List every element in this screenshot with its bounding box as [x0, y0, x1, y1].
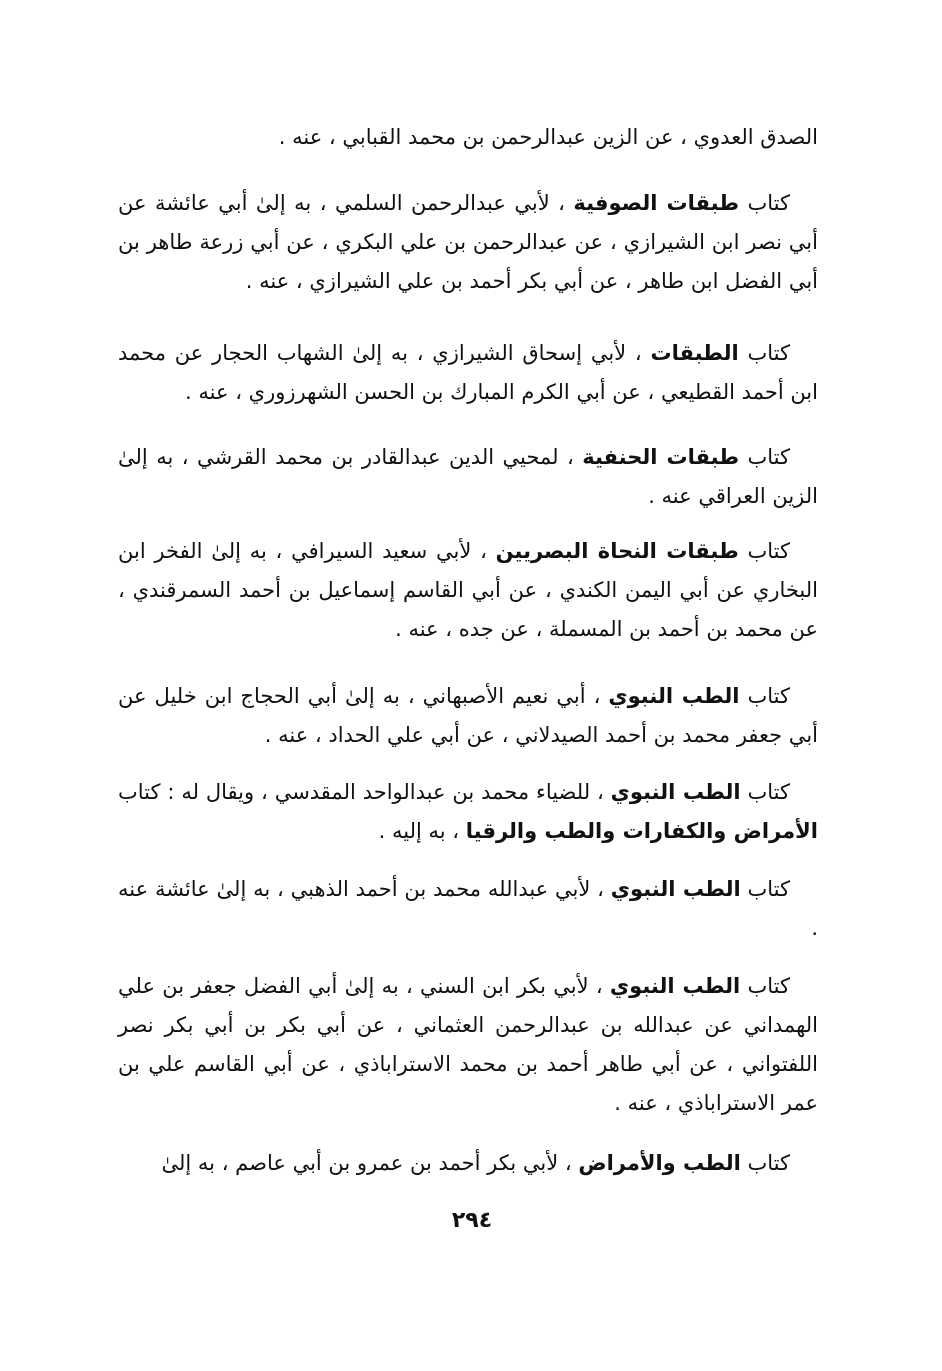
paragraph-text: ، لأبي عبدالرحمن السلمي ، به إلىٰ أبي عائشة عن أبي نصر ابن الشيرازي ، عن عبدالرحمن بن علي البكري ، عن أبي زرعة طاهر بن أبي الفضل ابن طاهر ، عن أبي بكر أحمد بن علي الشيرازي ، عنه .: [118, 191, 818, 293]
book-title: الطب النبوي: [608, 684, 740, 708]
paragraph-9: [118, 967, 818, 1123]
paragraph-3: [118, 334, 818, 412]
paragraph-10: [118, 1144, 818, 1183]
book-title: الطب النبوي: [609, 974, 741, 998]
paragraph-text: ، به إليه .: [378, 819, 466, 843]
paragraph-text: كتاب: [739, 445, 790, 469]
paragraph-text: كتاب: [739, 191, 790, 215]
paragraph-5: [118, 532, 818, 649]
paragraph-text: ، لأبي بكر ابن السني ، به إلىٰ أبي الفضل جعفر بن علي الهمداني عن عبدالله بن عبدالرحمن العثماني ، عن أبي بكر بن أبي بكر نصر اللفتواني ، عن أبي طاهر أحمد بن محمد الاستراباذي ، عن أبي القاسم علي بن عمر الاستراباذي ، عنه .: [118, 974, 818, 1115]
paragraph-text: ، أبي نعيم الأصبهاني ، به إلىٰ أبي الحجاج ابن خليل عن أبي جعفر محمد بن أحمد الصيدلاني ، عن أبي علي الحداد ، عنه .: [118, 684, 818, 747]
paragraph-text: كتاب: [738, 539, 790, 563]
paragraph-7: [118, 773, 818, 851]
paragraph-text: ، لأبي عبدالله محمد بن أحمد الذهبي ، به إلىٰ عائشة عنه .: [118, 877, 818, 940]
paragraph-2: [118, 184, 818, 301]
paragraph-text: ، لأبي بكر أحمد بن عمرو بن أبي عاصم ، به إلىٰ: [161, 1151, 579, 1175]
paragraph-text: ، لمحيي الدين عبدالقادر بن محمد القرشي ، به إلىٰ الزين العراقي عنه .: [118, 445, 818, 508]
book-title: الطبقات: [650, 341, 739, 365]
book-title: الأمراض والكفارات والطب والرقيا: [465, 819, 818, 843]
paragraph-text: كتاب: [740, 1151, 790, 1175]
paragraph-text: كتاب: [740, 974, 790, 998]
book-title: الطب النبوي: [610, 780, 741, 804]
paragraph-text: ، لأبي إسحاق الشيرازي ، به إلىٰ الشهاب الحجار عن محمد ابن أحمد القطيعي ، عن أبي الكرم المبارك بن الحسن الشهرزوري ، عنه .: [118, 341, 818, 404]
page-number: ٢٩٤: [451, 1208, 493, 1233]
paragraph-6: [118, 677, 818, 755]
paragraph-text: ، لأبي سعيد السيرافي ، به إلىٰ الفخر ابن البخاري عن أبي اليمن الكندي ، عن أبي القاسم إسماعيل بن أحمد السمرقندي ، عن محمد بن أحمد بن المسملة ، عن جده ، عنه .: [118, 539, 818, 641]
book-title: الطب النبوي: [610, 877, 741, 901]
paragraph-1: [118, 118, 818, 157]
paragraph-text: كتاب: [739, 684, 790, 708]
paragraph-text: الصدق العدوي ، عن الزين عبدالرحمن بن محمد القبابي ، عنه .: [278, 125, 818, 149]
paragraph-4: [118, 438, 818, 516]
book-title: طبقات النحاة البصريين: [495, 539, 739, 563]
book-title: طبقات الصوفية: [573, 191, 739, 215]
paragraph-text: كتاب: [738, 341, 791, 365]
paragraph-text: كتاب: [740, 780, 790, 804]
paragraph-text: كتاب: [740, 877, 790, 901]
book-title: الطب والأمراض: [578, 1151, 741, 1175]
paragraph-text: ، للضياء محمد بن عبدالواحد المقدسي ، ويقال له : كتاب: [118, 780, 611, 804]
paragraph-8: [118, 870, 818, 948]
book-title: طبقات الحنفية: [582, 445, 740, 469]
